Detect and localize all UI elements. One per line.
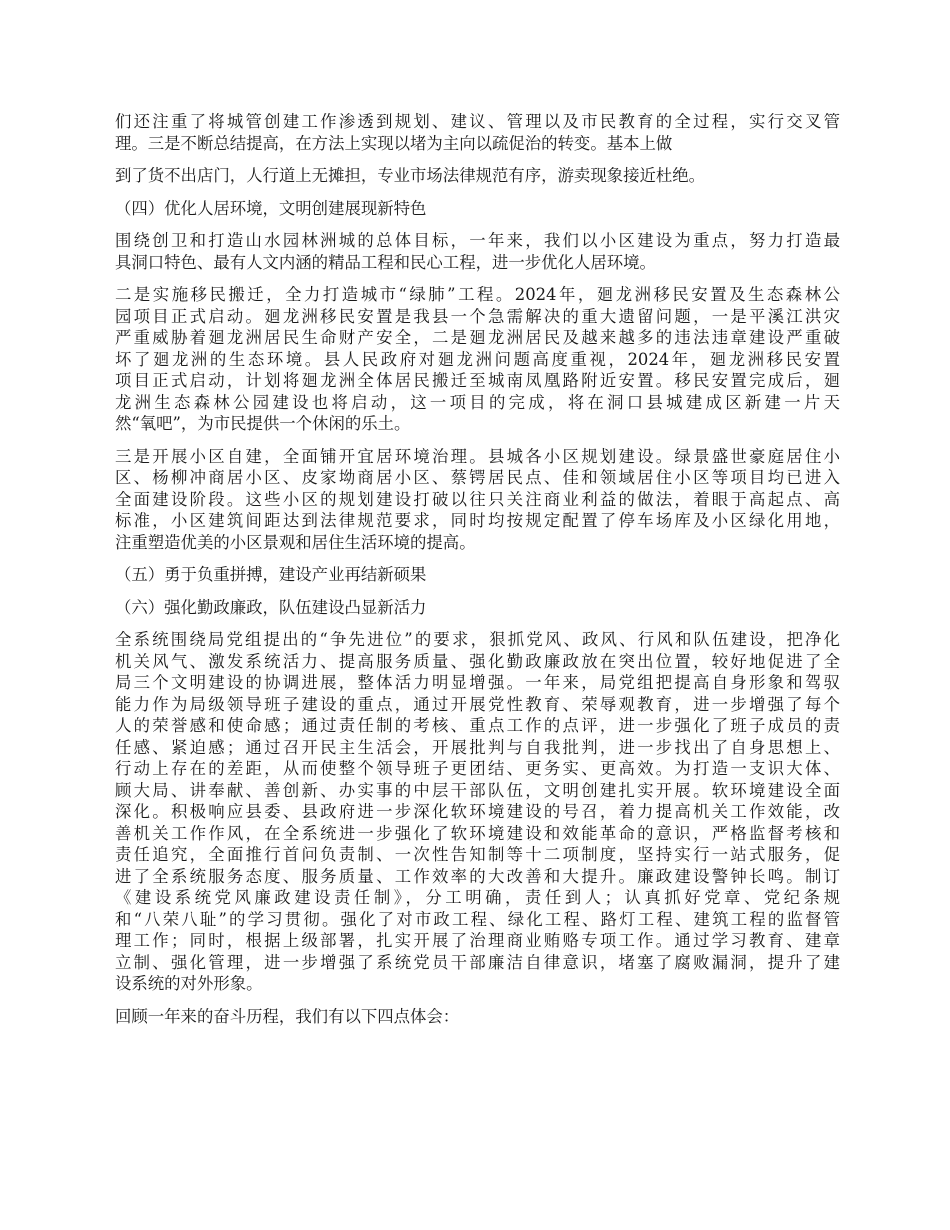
- text-line: 项目正式启动，计划将廻龙洲全体居民搬迁至城南凤凰路附近安置。移民安置完成后，廻: [115, 371, 840, 390]
- text-line: 人的荣誉感和使命感；通过责任制的考核、重点工作的点评，进一步强化了班子成员的责: [115, 716, 840, 735]
- body-paragraph: [115, 284, 840, 435]
- body-paragraph: [115, 629, 840, 995]
- body-paragraph: [115, 230, 840, 273]
- section-heading: [115, 597, 840, 619]
- body-paragraph: [115, 1006, 840, 1028]
- text-line: 回顾一年来的奋斗历程，我们有以下四点体会：: [115, 1006, 460, 1026]
- text-line: 设系统的对外形象。: [115, 974, 263, 993]
- text-line: 们还注重了将城管创建工作渗透到规划、建议、管理以及市民教育的全过程，实行交叉管: [115, 112, 840, 131]
- text-line: 善机关工作作风，在全系统进一步强化了软环境建设和效能革命的意识，严格监督考核和: [115, 823, 840, 843]
- text-line: 严重威胁着廻龙洲居民生命财产安全，二是廻龙洲居民及越来越多的违法违章建设严重破: [115, 328, 840, 347]
- text-line: 标准，小区建筑间距达到法律规范要求，同时均按规定配置了停车场库及小区绿化用地，: [115, 511, 840, 530]
- text-line: 三是开展小区自建，全面铺开宜居环境治理。县城各小区规划建设。绿景盛世豪庭居住小: [115, 446, 840, 466]
- text-line: 全系统围绕局党组提出的“争先进位”的要求，狠抓党风、政风、行风和队伍建设，把净化: [115, 630, 840, 649]
- text-line: 理。三是不断总结提高，在方法上实现以堵为主向以疏促治的转变。基本上做: [115, 133, 673, 153]
- text-line: 到了货不出店门，人行道上无摊担，专业市场法律规范有序，游卖现象接近杜绝。: [115, 166, 706, 185]
- text-line: 进了全系统服务态度、服务质量、工作效率的大改善和大提升。廉政建设警钟长鸣。制订: [115, 866, 840, 886]
- text-line: 和“八荣八耻”的学习贯彻。强化了对市政工程、绿化工程、路灯工程、建筑工程的监督管: [115, 909, 840, 929]
- body-paragraph: [115, 111, 840, 154]
- text-line: 坏了廻龙洲的生态环境。县人民政府对廻龙洲问题高度重视，2024年，廻龙洲移民安置: [115, 349, 840, 369]
- text-line: 然“氧吧”，为市民提供一个休闲的乐土。: [115, 414, 411, 433]
- text-line: （六）强化勤政廉政，队伍建设凸显新活力: [115, 597, 427, 617]
- text-line: 立制、强化管理，进一步增强了系统党员干部廉洁自律意识，堵塞了腐败漏洞，提升了建: [115, 952, 840, 972]
- text-line: （五）勇于负重拼搏，建设产业再结新硕果: [115, 565, 427, 584]
- text-line: （四）优化人居环境，文明创建展现新特色: [115, 198, 427, 218]
- text-line: 二是实施移民搬迁，全力打造城市“绿肺”工程。2024年，廻龙洲移民安置及生态森林公: [115, 285, 840, 304]
- text-line: 行动上存在的差距，从而使整个领导班子更团结、更务实、更高效。为打造一支识大体、: [115, 759, 840, 778]
- text-line: 注重塑造优美的小区景观和居住生活环境的提高。: [115, 532, 476, 552]
- body-paragraph: [115, 446, 840, 554]
- document-page: [115, 111, 840, 1038]
- body-paragraph: [115, 165, 840, 187]
- section-heading: [115, 564, 840, 586]
- text-line: 围绕创卫和打造山水园林洲城的总体目标，一年来，我们以小区建设为重点，努力打造最: [115, 231, 840, 250]
- text-line: 园项目正式启动。廻龙洲移民安置是我县一个急需解决的重大遗留问题，一是平溪江洪灾: [115, 306, 840, 326]
- text-line: 区、杨柳冲商居小区、皮家坳商居小区、蔡锷居民点、佳和领域居住小区等项目均已进入: [115, 468, 840, 487]
- text-line: 任感、紧迫感；通过召开民主生活会，开展批判与自我批判，进一步找出了自身思想上、: [115, 737, 840, 757]
- text-line: 龙洲生态森林公园建设也将启动，这一项目的完成，将在洞口县城建成区新建一片天: [115, 392, 840, 412]
- text-line: 《建设系统党风廉政建设责任制》，分工明确，责任到人；认真抓好党章、党纪条规: [115, 888, 840, 907]
- section-heading: [115, 198, 840, 220]
- text-line: 顾大局、讲奉献、善创新、办实事的中层干部队伍，文明创建扎实开展。软环境建设全面: [115, 780, 840, 800]
- text-line: 理工作；同时，根据上级部署，扎实开展了治理商业贿赂专项工作。通过学习教育、建章: [115, 931, 840, 950]
- text-line: 全面建设阶段。这些小区的规划建设打破以往只关注商业利益的做法，着眼于高起点、高: [115, 489, 840, 509]
- text-line: 具洞口特色、最有人文内涵的精品工程和民心工程，进一步优化人居环境。: [115, 252, 656, 272]
- text-line: 机关风气、激发系统活力、提高服务质量、强化勤政廉政放在突出位置，较好地促进了全: [115, 651, 840, 671]
- text-line: 责任追究，全面推行首问负责制、一次性告知制等十二项制度，坚持实行一站式服务，促: [115, 845, 840, 864]
- text-line: 局三个文明建设的协调进展，整体活力明显增强。一年来，局党组把提高自身形象和驾驭: [115, 673, 840, 692]
- text-line: 能力作为局级领导班子建设的重点，通过开展党性教育、荣辱观教育，进一步增强了每个: [115, 694, 840, 714]
- text-line: 深化。积极响应县委、县政府进一步深化软环境建设的号召，着力提高机关工作效能，改: [115, 802, 840, 821]
